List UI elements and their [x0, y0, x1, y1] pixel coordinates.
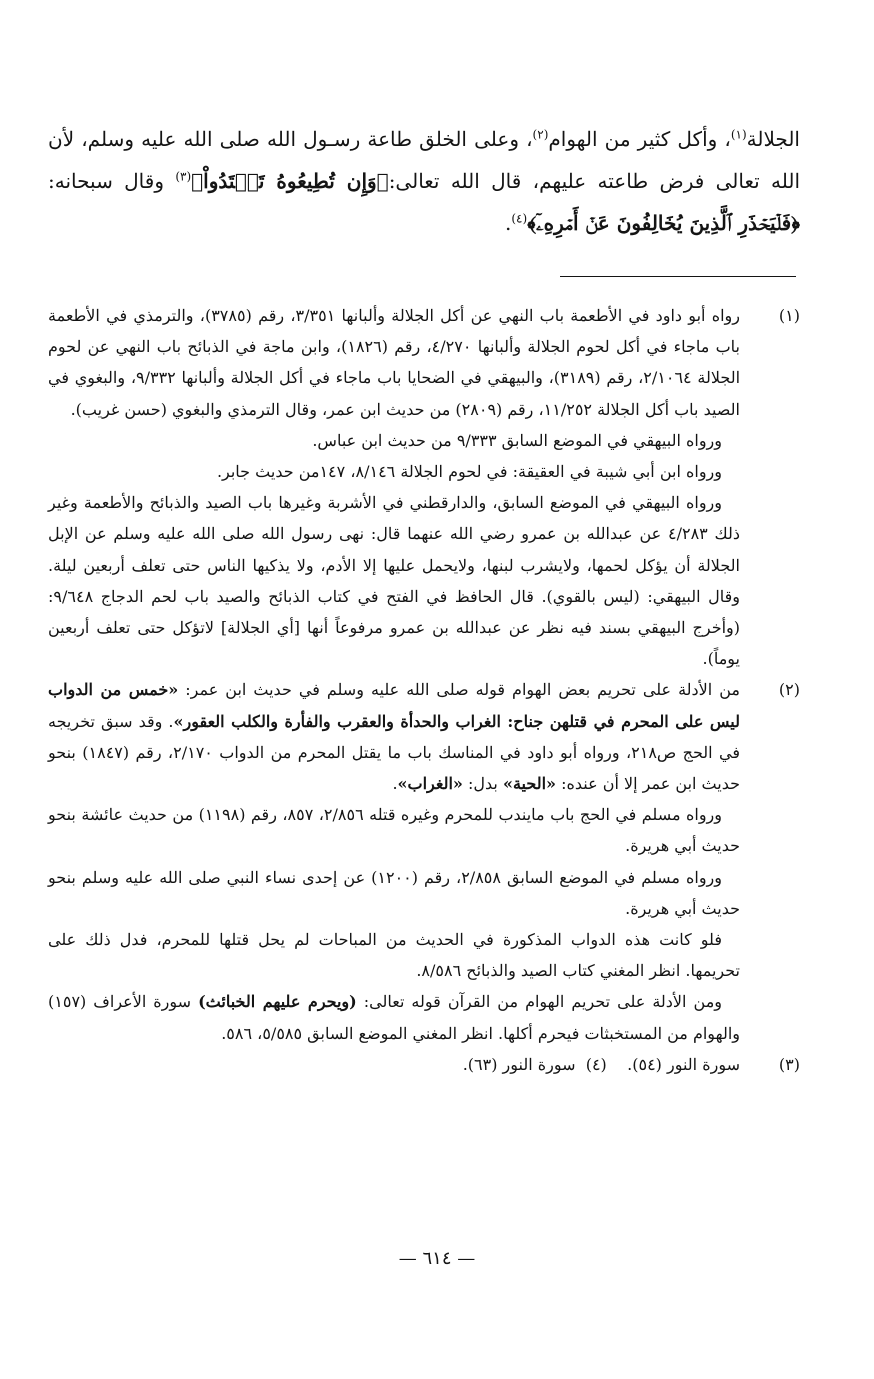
footnote-2-para-4: فلو كانت هذه الدواب المذكورة في الحديث من المباحات لم يحل قتلها للمحرم، فدل ذلك على تحريمها. انظر المغني كتاب الصيد والذبائح ٨/٥٨٦. — [48, 930, 740, 981]
footnote-2-para-3: ورواه مسلم في الموضع السابق ٢/٨٥٨، رقم (١٢٠٠) عن إحدى نساء النبي صلى الله عليه وسلم بنحو حديث أبي هريرة. — [48, 867, 740, 918]
main-text-1: الجلالة — [746, 127, 800, 151]
footnote-2-text-a7: . — [392, 774, 398, 794]
footnote-2-text-a3: . وقد سبق تخريجه في الحج ص٢١٨، ورواه أبو داود في المناسك باب ما يقتل المحرم من الدواب ٢/١٧٠، رقم (١٨٤٧) بنحو حديث ابن عمر إلا أن عنده: — [48, 711, 741, 794]
footnote-2-para-2: ورواه مسلم في الحج باب مايندب للمحرم وغيره قتله ٢/٨٥٦، ٨٥٧، رقم (١١٩٨) من حديث عائشة بنحو حديث أبي هريرة. — [48, 805, 740, 856]
footnote-number: (٣) — [778, 1054, 800, 1074]
footnote-2-text-e3: سورة الأعراف (١٥٧) والهوام من المستخبثات فيحرم أكلها. انظر المغني الموضع السابق ٥/٥٨٥، ٥٨٦. — [48, 992, 740, 1043]
footnote-3 — [48, 1049, 800, 1080]
footnote-2-text-a1: من الأدلة على تحريم بعض الهوام قوله صلى الله عليه وسلم في حديث ابن عمر: — [178, 680, 740, 700]
main-text-3: ، وعلى الخلق طاعة رسـول الله صلى الله عليه وسلم، لأن الله تعالى فرض طاعته عليهم، قال الله تعالى: — [48, 127, 801, 193]
main-text-5: . — [505, 211, 512, 235]
footnote-number: (١) — [778, 306, 800, 325]
page-number: — ٦١٤ — — [398, 1248, 476, 1269]
footnote-1-para-3: ورواه ابن أبي شيبة في العقيقة: في لحوم الجلالة ٨/١٤٦، ١٤٧من حديث جابر. — [216, 462, 722, 482]
footnote-1-para-4: ورواه البيهقي في الموضع السابق، والدارقطني في الأشربة وغيرها باب الصيد والذبائح والأطعمة وغير ذلك ٤/٢٨٣ عن عبدالله بن عمرو رضي الله عنهما قال: نهى رسول الله صلى الله عليه وسلم عن الإبل الجلالة أن يؤكل لحمها، ولايشرب لبنها، ولايحمل عليها إلا الأدم، ولا يذكيها الناس حتى تعلف أربعين ليلة. وقال البيهقي: (ليس بالقوي). قال الحافظ في الفتح في كتاب الذبائح والصيد باب لحم الدجاج ٩/٦٤٨: (وأخرج البيهقي بسند فيه نظر عن عبدالله بن عمرو مرفوعاً أنها [أي الجلالة] لاتؤكل حتى تعلف أربعين يوماً). — [48, 493, 741, 669]
footnote-separator — [560, 276, 796, 277]
footnote-2-text-a5: بدل: — [462, 774, 503, 794]
footnote-2-text-e1: ومن الأدلة على تحريم الهوام من القرآن قوله تعالى: — [356, 992, 722, 1012]
footnote-number: (٢) — [778, 680, 800, 700]
quran-verse-1: ﴿وَإِن تُطِيعُوهُ تَهۡتَدُواْ﴾ — [191, 169, 389, 193]
footnote-2 — [48, 674, 800, 1048]
footnote-1-para-2: ورواه البيهقي في الموضع السابق ٩/٣٣٣ من حديث ابن عباس. — [312, 430, 722, 450]
footnote-2-para-5 — [48, 986, 740, 1048]
footnote-1-para-1: رواه أبو داود في الأطعمة باب النهي عن أكل الجلالة وألبانها ٣/٣٥١، رقم (٣٧٨٥)، والترمذي في الأطعمة باب ماجاء في أكل لحوم الجلالة وألبانها ٤/٢٧٠، رقم (١٨٢٦)، وابن ماجة في الذبائح باب النهي عن لحوم الجلالة ٢/١٠٦٤، رقم (٣١٨٩)، والبيهقي في الضحايا باب ماجاء في أكل الجلالة وألبانها ٩/٣٣٢، والبغوي في الصيد باب أكل الجلالة ١١/٢٥٢، رقم (٢٨٠٩) من حديث ابن عمر، وقال الترمذي والبغوي (حسن غريب). — [48, 306, 741, 419]
main-paragraph — [48, 118, 800, 244]
variant-word-2: «الغراب» — [397, 774, 463, 794]
footnote-1 — [48, 300, 800, 674]
quran-verse-2: ﴿فَلۡيَحۡذَرِ ٱلَّذِينَ يُخَالِفُونَ عَنۡ أَمۡرِهِۦٓ﴾ — [527, 211, 800, 235]
hadith-quote: «خمس من الدواب ليس على المحرم في قتلهن جناح: الغراب والحدأة والعقرب والفأرة والكلب العقور» — [48, 680, 740, 731]
variant-word-1: «الحية» — [502, 774, 557, 794]
footnote-3-text: سورة النور (٥٤). (٤) سورة النور (٦٣). — [462, 1054, 740, 1074]
footnote-ref-3: (٣) — [175, 169, 192, 184]
footnote-ref-4: (٤) — [511, 211, 528, 226]
main-text-2: ، وأكل كثير من الهوام — [548, 127, 731, 151]
footnote-ref-2: (٢) — [532, 127, 549, 142]
footnote-2-para-1 — [48, 674, 740, 799]
footnotes — [48, 300, 800, 1080]
footnote-ref-1: (١) — [730, 127, 747, 142]
quran-quote: (ويحرم عليهم الخبائث) — [198, 992, 357, 1012]
main-text-4: وقال سبحانه: — [48, 169, 176, 193]
